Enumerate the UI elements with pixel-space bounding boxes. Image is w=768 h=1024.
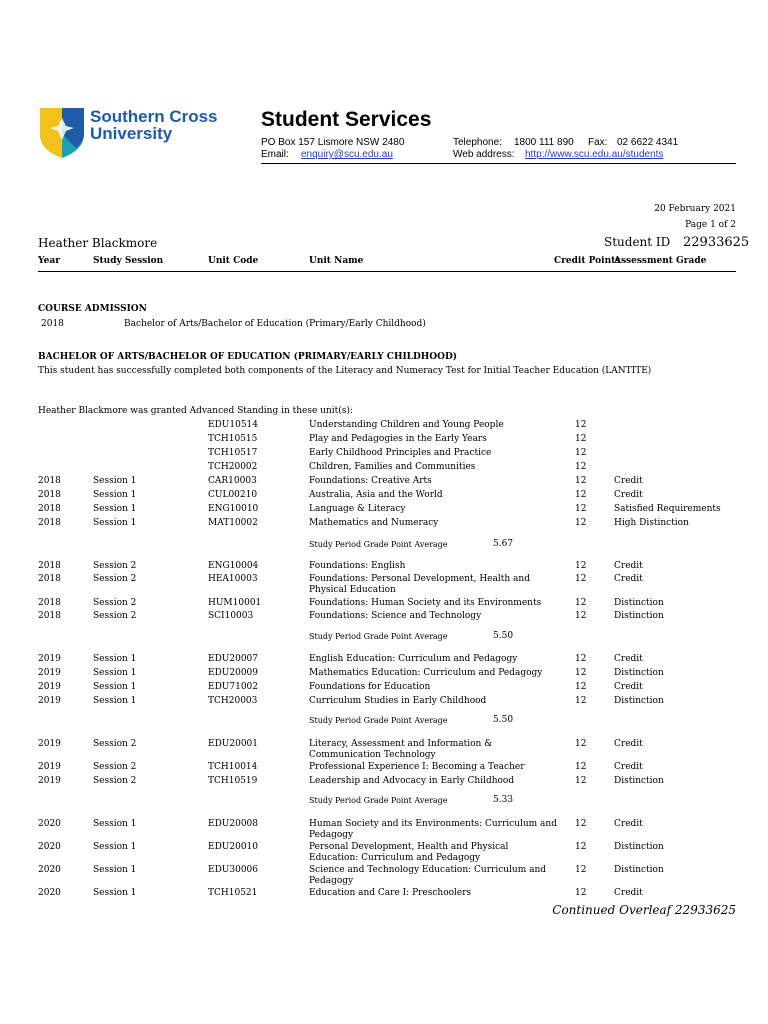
unit-name: Literacy, Assessment and Information & Communication Technology bbox=[309, 739, 493, 760]
grade: Distinction bbox=[614, 668, 664, 678]
year: 2019 bbox=[38, 696, 61, 706]
col-name: Unit Name bbox=[309, 256, 364, 266]
unit-name: Australia, Asia and the World bbox=[309, 490, 443, 500]
unit-code: TCH20003 bbox=[208, 696, 258, 706]
gpa-value: 5.50 bbox=[493, 715, 514, 725]
year: 2019 bbox=[38, 654, 61, 664]
unit-code: MAT10002 bbox=[208, 518, 258, 528]
result-row bbox=[0, 739, 768, 760]
credit-points: 12 bbox=[575, 654, 587, 664]
grade: Satisfied Requirements bbox=[614, 504, 721, 514]
unit-code: SCI10003 bbox=[208, 611, 254, 621]
session: Session 1 bbox=[93, 865, 137, 875]
unit-name: Education and Care I: Preschoolers bbox=[309, 888, 472, 898]
credit-points: 12 bbox=[575, 865, 587, 875]
year: 2020 bbox=[38, 865, 61, 875]
year: 2019 bbox=[38, 762, 61, 772]
gpa-label: Study Period Grade Point Average bbox=[309, 796, 448, 805]
unit-code: EDU20010 bbox=[208, 842, 259, 852]
unit-name: Foundations for Education bbox=[309, 682, 431, 692]
result-row bbox=[0, 654, 768, 667]
unit-code: CUL00210 bbox=[208, 490, 258, 500]
grade: Distinction bbox=[614, 865, 664, 875]
advanced-unit-row bbox=[0, 462, 768, 475]
year: 2018 bbox=[38, 518, 61, 528]
year: 2019 bbox=[38, 776, 61, 786]
year: 2018 bbox=[38, 611, 61, 621]
session: Session 2 bbox=[93, 598, 137, 608]
result-row bbox=[0, 598, 768, 611]
fax-label: Fax: bbox=[588, 137, 608, 148]
year: 2018 bbox=[38, 476, 61, 486]
col-year: Year bbox=[38, 256, 60, 266]
result-row bbox=[0, 504, 768, 517]
grade: Distinction bbox=[614, 842, 664, 852]
gpa-label: Study Period Grade Point Average bbox=[309, 716, 448, 725]
credit-points: 12 bbox=[575, 762, 587, 772]
credit-points: 12 bbox=[575, 682, 587, 692]
result-row bbox=[0, 865, 768, 886]
grade: Credit bbox=[614, 574, 643, 584]
admission-year: 2018 bbox=[41, 319, 64, 329]
session: Session 1 bbox=[93, 476, 137, 486]
unit-code: EDU71002 bbox=[208, 682, 259, 692]
student-id: 22933625 bbox=[683, 235, 750, 250]
unit-code: EDU20009 bbox=[208, 668, 259, 678]
unit-code: HEA10003 bbox=[208, 574, 258, 584]
credit-points: 12 bbox=[575, 819, 587, 829]
col-session: Study Session bbox=[93, 256, 164, 266]
grade: Credit bbox=[614, 819, 643, 829]
session: Session 1 bbox=[93, 490, 137, 500]
unit-name: Foundations: Creative Arts bbox=[309, 476, 432, 486]
unit-name: Mathematics and Numeracy bbox=[309, 518, 439, 528]
result-row bbox=[0, 696, 768, 709]
result-row bbox=[0, 561, 768, 574]
gpa-value: 5.50 bbox=[493, 631, 514, 641]
grade: Distinction bbox=[614, 696, 664, 706]
year: 2020 bbox=[38, 888, 61, 898]
advanced-unit-row bbox=[0, 420, 768, 433]
unit-name: Science and Technology Education: Curriculum and Pedagogy bbox=[309, 865, 547, 886]
unit-name: Human Society and its Environments: Curriculum and Pedagogy bbox=[309, 819, 557, 840]
lantite-note: This student has successfully completed both components of the Literacy and Numeracy Test for Initial Teacher Education (LANTITE) bbox=[38, 366, 652, 376]
telephone-label: Telephone: bbox=[453, 137, 502, 148]
result-row bbox=[0, 776, 768, 789]
unit-code: EDU30006 bbox=[208, 865, 259, 875]
session: Session 1 bbox=[93, 842, 137, 852]
unit-code: ENG10004 bbox=[208, 561, 259, 571]
unit-name: Personal Development, Health and Physical Education: Curriculum and Pedagogy bbox=[309, 842, 509, 863]
credit-points: 12 bbox=[575, 696, 587, 706]
student-id-label: Student ID bbox=[604, 235, 671, 249]
grade: Distinction bbox=[614, 598, 664, 608]
web-label: Web address: bbox=[453, 149, 515, 160]
logo-line-2: University bbox=[90, 124, 173, 143]
col-code: Unit Code bbox=[208, 256, 259, 266]
page-number: Page 1 of 2 bbox=[685, 220, 736, 230]
unit-code: TCH10519 bbox=[208, 776, 258, 786]
advanced-unit-row bbox=[0, 448, 768, 461]
session: Session 1 bbox=[93, 504, 137, 514]
column-header bbox=[0, 256, 768, 269]
session: Session 1 bbox=[93, 819, 137, 829]
session: Session 2 bbox=[93, 611, 137, 621]
year: 2020 bbox=[38, 842, 61, 852]
unit-code: CAR10003 bbox=[208, 476, 257, 486]
year: 2018 bbox=[38, 598, 61, 608]
session: Session 2 bbox=[93, 776, 137, 786]
letterhead-divider bbox=[261, 163, 736, 164]
university-logo bbox=[38, 104, 218, 160]
result-row bbox=[0, 888, 768, 901]
grade: Credit bbox=[614, 561, 643, 571]
unit-name: Foundations: Personal Development, Health and Physical Education bbox=[309, 574, 530, 595]
credit-points: 12 bbox=[575, 888, 587, 898]
address: PO Box 157 Lismore NSW 2480 bbox=[261, 137, 405, 148]
col-grade: Assessment Grade bbox=[614, 256, 707, 266]
unit-name: Language & Literacy bbox=[309, 504, 406, 514]
unit-code: TCH10521 bbox=[208, 888, 258, 898]
unit-name: Foundations: English bbox=[309, 561, 406, 571]
session: Session 2 bbox=[93, 762, 137, 772]
shield-logo-icon bbox=[38, 104, 86, 160]
admission-course: Bachelor of Arts/Bachelor of Education (Primary/Early Childhood) bbox=[124, 319, 426, 329]
gpa-label: Study Period Grade Point Average bbox=[309, 540, 448, 549]
session: Session 2 bbox=[93, 574, 137, 584]
unit-name: Foundations: Science and Technology bbox=[309, 611, 482, 621]
result-row bbox=[0, 490, 768, 503]
unit-name: Mathematics Education: Curriculum and Pedagogy bbox=[309, 668, 543, 678]
gpa-label: Study Period Grade Point Average bbox=[309, 632, 448, 641]
year: 2018 bbox=[38, 490, 61, 500]
year: 2019 bbox=[38, 668, 61, 678]
credit-points: 12 bbox=[575, 448, 587, 458]
col-credit: Credit Points bbox=[554, 256, 621, 266]
credit-points: 12 bbox=[575, 490, 587, 500]
grade: Credit bbox=[614, 682, 643, 692]
credit-points: 12 bbox=[575, 776, 587, 786]
credit-points: 12 bbox=[575, 668, 587, 678]
unit-name: Leadership and Advocacy in Early Childhood bbox=[309, 776, 515, 786]
result-row bbox=[0, 518, 768, 531]
program-heading: BACHELOR OF ARTS/BACHELOR OF EDUCATION (PRIMARY/EARLY CHILDHOOD) bbox=[38, 352, 458, 362]
web-link[interactable]: http://www.scu.edu.au/students bbox=[525, 149, 664, 160]
unit-name: Understanding Children and Young People bbox=[309, 420, 504, 430]
credit-points: 12 bbox=[575, 611, 587, 621]
result-row bbox=[0, 476, 768, 489]
document-date: 20 February 2021 bbox=[654, 204, 736, 214]
unit-code: TCH10517 bbox=[208, 448, 258, 458]
page-title: Student Services bbox=[261, 108, 432, 131]
grade: Credit bbox=[614, 654, 643, 664]
credit-points: 12 bbox=[575, 561, 587, 571]
grade: Distinction bbox=[614, 776, 664, 786]
unit-name: Curriculum Studies in Early Childhood bbox=[309, 696, 487, 706]
credit-points: 12 bbox=[575, 476, 587, 486]
credit-points: 12 bbox=[575, 462, 587, 472]
session: Session 1 bbox=[93, 696, 137, 706]
session: Session 1 bbox=[93, 682, 137, 692]
unit-name: Early Childhood Principles and Practice bbox=[309, 448, 492, 458]
grade: Credit bbox=[614, 490, 643, 500]
result-row bbox=[0, 842, 768, 863]
year: 2018 bbox=[38, 561, 61, 571]
credit-points: 12 bbox=[575, 574, 587, 584]
email-link[interactable]: enquiry@scu.edu.au bbox=[301, 149, 393, 160]
continued-overleaf: Continued Overleaf 22933625 bbox=[552, 903, 736, 917]
gpa-value: 5.67 bbox=[493, 539, 514, 549]
session: Session 1 bbox=[93, 518, 137, 528]
year: 2020 bbox=[38, 819, 61, 829]
advanced-standing-note: Heather Blackmore was granted Advanced Standing in these unit(s): bbox=[38, 406, 353, 416]
year: 2019 bbox=[38, 739, 61, 749]
unit-name: Children, Families and Communities bbox=[309, 462, 476, 472]
gpa-value: 5.33 bbox=[493, 795, 514, 805]
credit-points: 12 bbox=[575, 504, 587, 514]
session: Session 2 bbox=[93, 561, 137, 571]
unit-code: EDU20001 bbox=[208, 739, 259, 749]
fax-number: 02 6622 4341 bbox=[617, 137, 679, 148]
result-row bbox=[0, 819, 768, 840]
unit-code: EDU20008 bbox=[208, 819, 259, 829]
grade: Credit bbox=[614, 739, 643, 749]
unit-name: Foundations: Human Society and its Environments bbox=[309, 598, 542, 608]
result-row bbox=[0, 574, 768, 595]
unit-code: TCH10014 bbox=[208, 762, 258, 772]
header-divider bbox=[38, 271, 736, 272]
unit-code: TCH20002 bbox=[208, 462, 258, 472]
grade: Credit bbox=[614, 762, 643, 772]
logo-line-1: Southern Cross bbox=[90, 107, 218, 126]
email-label: Email: bbox=[261, 149, 289, 160]
year: 2018 bbox=[38, 574, 61, 584]
unit-name: Play and Pedagogies in the Early Years bbox=[309, 434, 487, 444]
grade: Distinction bbox=[614, 611, 664, 621]
session: Session 1 bbox=[93, 654, 137, 664]
advanced-unit-row bbox=[0, 434, 768, 447]
unit-code: EDU10514 bbox=[208, 420, 259, 430]
session: Session 1 bbox=[93, 668, 137, 678]
student-name: Heather Blackmore bbox=[38, 236, 158, 250]
credit-points: 12 bbox=[575, 739, 587, 749]
unit-name: English Education: Curriculum and Pedagogy bbox=[309, 654, 518, 664]
unit-code: HUM10001 bbox=[208, 598, 262, 608]
telephone-number: 1800 111 890 bbox=[514, 137, 574, 148]
unit-code: EDU20007 bbox=[208, 654, 259, 664]
grade: Credit bbox=[614, 476, 643, 486]
credit-points: 12 bbox=[575, 518, 587, 528]
result-row bbox=[0, 682, 768, 695]
year: 2018 bbox=[38, 504, 61, 514]
year: 2019 bbox=[38, 682, 61, 692]
grade: Credit bbox=[614, 888, 643, 898]
credit-points: 12 bbox=[575, 420, 587, 430]
course-admission-heading: COURSE ADMISSION bbox=[38, 304, 147, 314]
unit-name: Professional Experience I: Becoming a Teacher bbox=[309, 762, 525, 772]
result-row bbox=[0, 668, 768, 681]
session: Session 2 bbox=[93, 739, 137, 749]
credit-points: 12 bbox=[575, 842, 587, 852]
unit-code: TCH10515 bbox=[208, 434, 258, 444]
unit-code: ENG10010 bbox=[208, 504, 259, 514]
credit-points: 12 bbox=[575, 434, 587, 444]
session: Session 1 bbox=[93, 888, 137, 898]
credit-points: 12 bbox=[575, 598, 587, 608]
result-row bbox=[0, 611, 768, 624]
grade: High Distinction bbox=[614, 518, 689, 528]
result-row bbox=[0, 762, 768, 775]
